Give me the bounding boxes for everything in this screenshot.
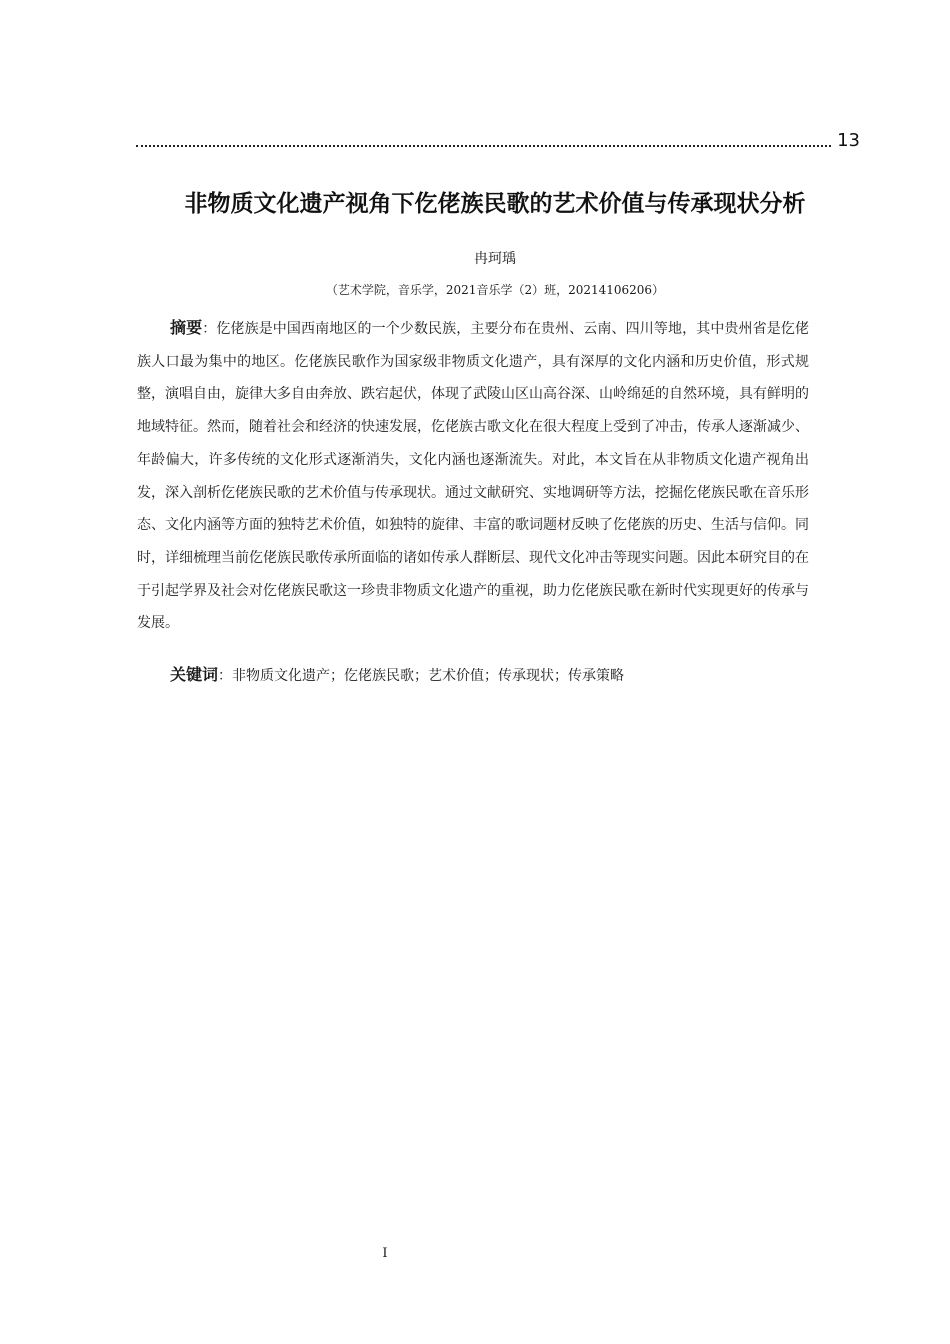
abstract-separator: ： (202, 321, 217, 337)
author-affiliation: （艺术学院，音乐学，2021音乐学（2）班，20214106206） (325, 283, 665, 297)
abstract-label: 摘要 (170, 318, 203, 337)
abstract-text: 仡佬族是中国西南地区的一个少数民族，主要分布在贵州、云南、四川等地，其中贵州省是仡佬族人口最为集中的地区。仡佬族民歌作为国家级非物质文化遗产，具有深厚的文化内涵和历史价值，形式规整，演唱自由，旋律大多自由奔放、跌宕起伏，体现了武陵山区山高谷深、山岭绵延的自然环境，具有鲜明的地域特征。然而，随着社会和经济的快速发展，仡佬族古歌文化在很大程度上受到了冲击，传承人逐渐减少、年龄偏大，许多传统的文化形式逐渐消失，文化内涵也逐渐流失。对此，本文旨在从非物质文化遗产视角出发，深入剖析仡佬族民歌的艺术价值与传承现状。通过文献研究、实地调研等方法，挖掘仡佬族民歌在音乐形态、文化内涵等方面的独特艺术价值，如独特的旋律、丰富的歌词题材反映了仡佬族的历史、生活与信仰。同时，详细梳理当前仡佬族民歌传承所面临的诸如传承人群断层、现代文化冲击等现实问题。因此本研究目的在于引起学界及社会对仡佬族民歌这一珍贵非物质文化遗产的重视，助力仡佬族民歌在新时代实现更好的传承与发展。 (137, 321, 810, 632)
footer-page-number: I (382, 1246, 388, 1261)
abstract-paragraph (137, 312, 809, 640)
keywords-text: 非物质文化遗产；仡佬族民歌；艺术价值；传承现状；传承策略 (232, 668, 625, 684)
toc-page-number: 13 (837, 130, 860, 151)
author-name: 冉珂瑀 (474, 251, 516, 267)
keywords-line (170, 660, 810, 691)
paper-title: 非物质文化遗产视角下仡佬族民歌的艺术价值与传承现状分析 (184, 191, 806, 217)
keywords-separator: ： (218, 668, 233, 684)
toc-leader-dots (136, 145, 831, 147)
toc-entry (136, 128, 860, 152)
keywords-label: 关键词 (170, 665, 219, 684)
